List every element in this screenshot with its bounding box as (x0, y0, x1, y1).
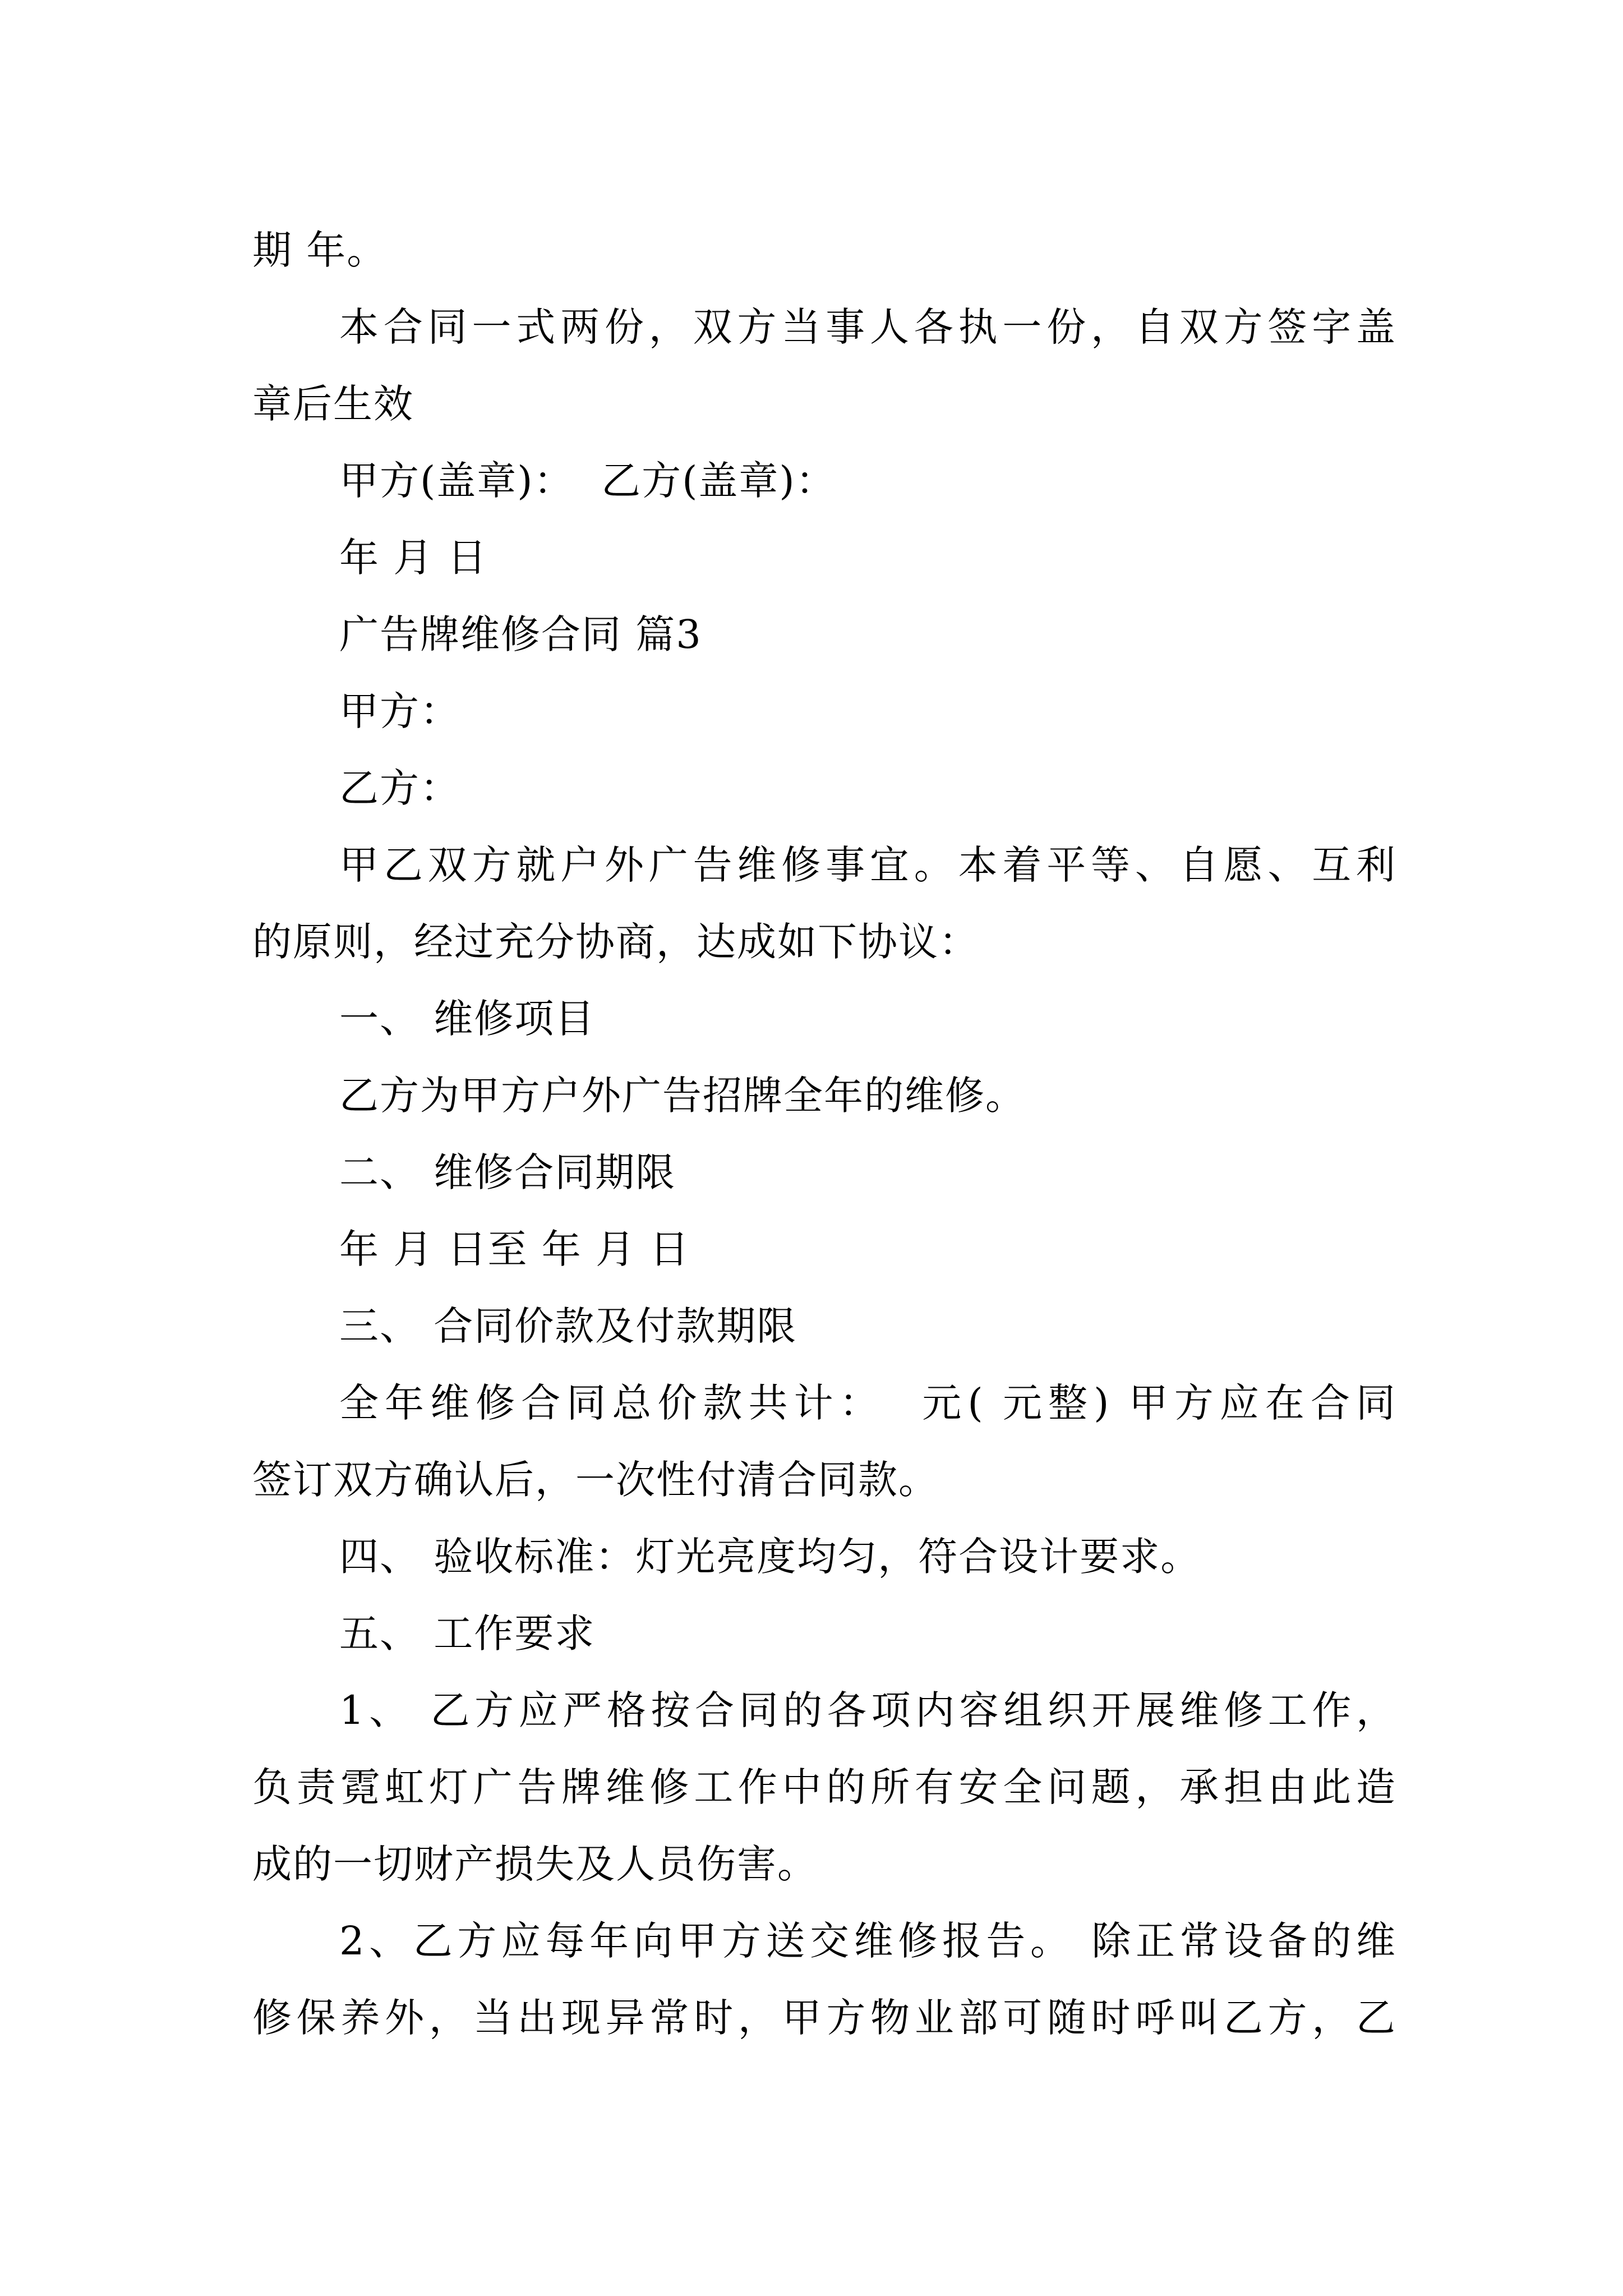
text-line: 2、乙方应每年向甲方送交维修报告。 除正常设备的维 (339, 1918, 1396, 1964)
text-line: 全年维修合同总价款共计： 元( 元整) 甲方应在合同 (339, 1380, 1396, 1426)
clause-heading: 一、 维修项目 (339, 996, 596, 1042)
clause-heading: 五、 工作要求 (339, 1611, 596, 1657)
text-line: 本合同一式两份，双方当事人各执一份，自双方签字盖 (339, 304, 1396, 350)
text-line: 负责霓虹灯广告牌维修工作中的所有安全问题，承担由此造 (252, 1764, 1396, 1810)
text-line: 签订双方确认后，一次性付清合同款。 (252, 1457, 939, 1503)
text-line: 修保养外，当出现异常时，甲方物业部可随时呼叫乙方，乙 (252, 1995, 1396, 2041)
party-a-line: 甲方： (339, 688, 460, 734)
document-body (252, 212, 1396, 2056)
signature-line: 甲方(盖章)： 乙方(盖章)： (339, 458, 836, 504)
text-line: 的原则，经过充分协商，达成如下协议： (252, 919, 979, 965)
text-line: 乙方为甲方户外广告招牌全年的维修。 (339, 1073, 1026, 1119)
text-line: 成的一切财产损失及人员伤害。 (252, 1841, 818, 1887)
text-line: 1、 乙方应严格按合同的各项内容组织开展维修工作， (339, 1687, 1396, 1733)
party-b-line: 乙方： (339, 765, 460, 811)
clause-heading: 四、 验收标准：灯光亮度均匀，符合设计要求。 (339, 1534, 1201, 1580)
text-line: 甲乙双方就户外广告维修事宜。本着平等、自愿、互利 (339, 842, 1396, 888)
date-range-line: 年 月 日至 年 月 日 (339, 1226, 690, 1272)
clause-heading: 三、 合同价款及付款期限 (339, 1303, 797, 1349)
text-line: 期 年。 (252, 227, 388, 273)
section-title: 广告牌维修合同 篇3 (339, 611, 702, 657)
date-line: 年 月 日 (339, 535, 488, 581)
clause-heading: 二、 维修合同期限 (339, 1149, 676, 1195)
text-line: 章后生效 (252, 381, 414, 427)
